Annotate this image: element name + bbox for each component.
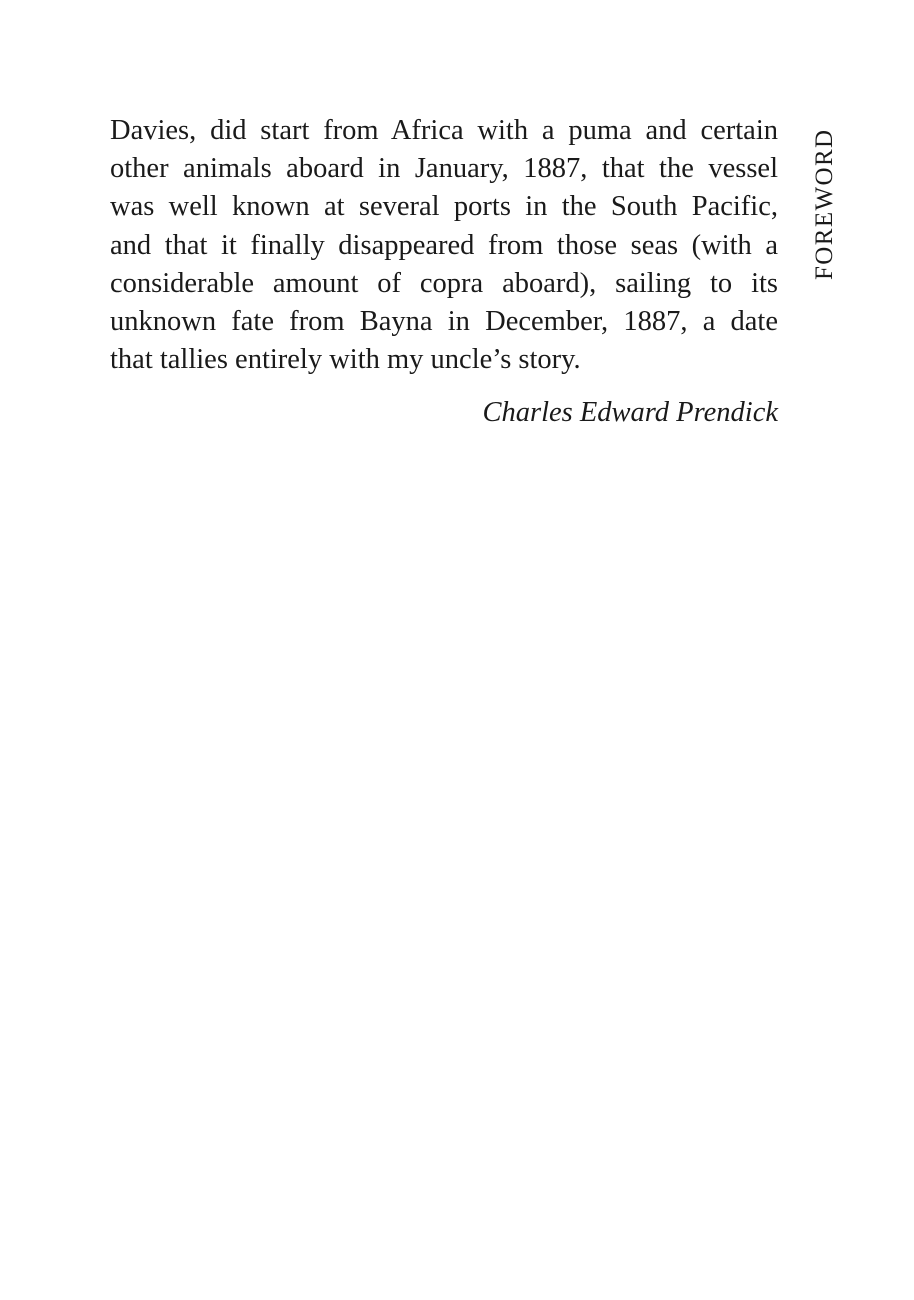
running-head: FOREWORD [811,128,838,280]
paragraph-line: that tallies entirely with my uncle’s story. [110,344,581,376]
paragraph-line: unknown fate from Bayna in December, 1887, a date [110,306,778,338]
signature: Charles Edward Prendick [482,397,778,428]
body-paragraph [110,112,778,379]
paragraph-line: Davies, did start from Africa with a puma and certain [110,115,778,146]
paragraph-line: was well known at several ports in the South Pacific, [110,191,778,223]
paragraph-line: other animals aboard in January, 1887, that the vessel [110,153,778,185]
paragraph-line: considerable amount of copra aboard), sailing to its [110,267,778,299]
paragraph-line: and that it finally disappeared from those seas (with a [110,229,778,261]
